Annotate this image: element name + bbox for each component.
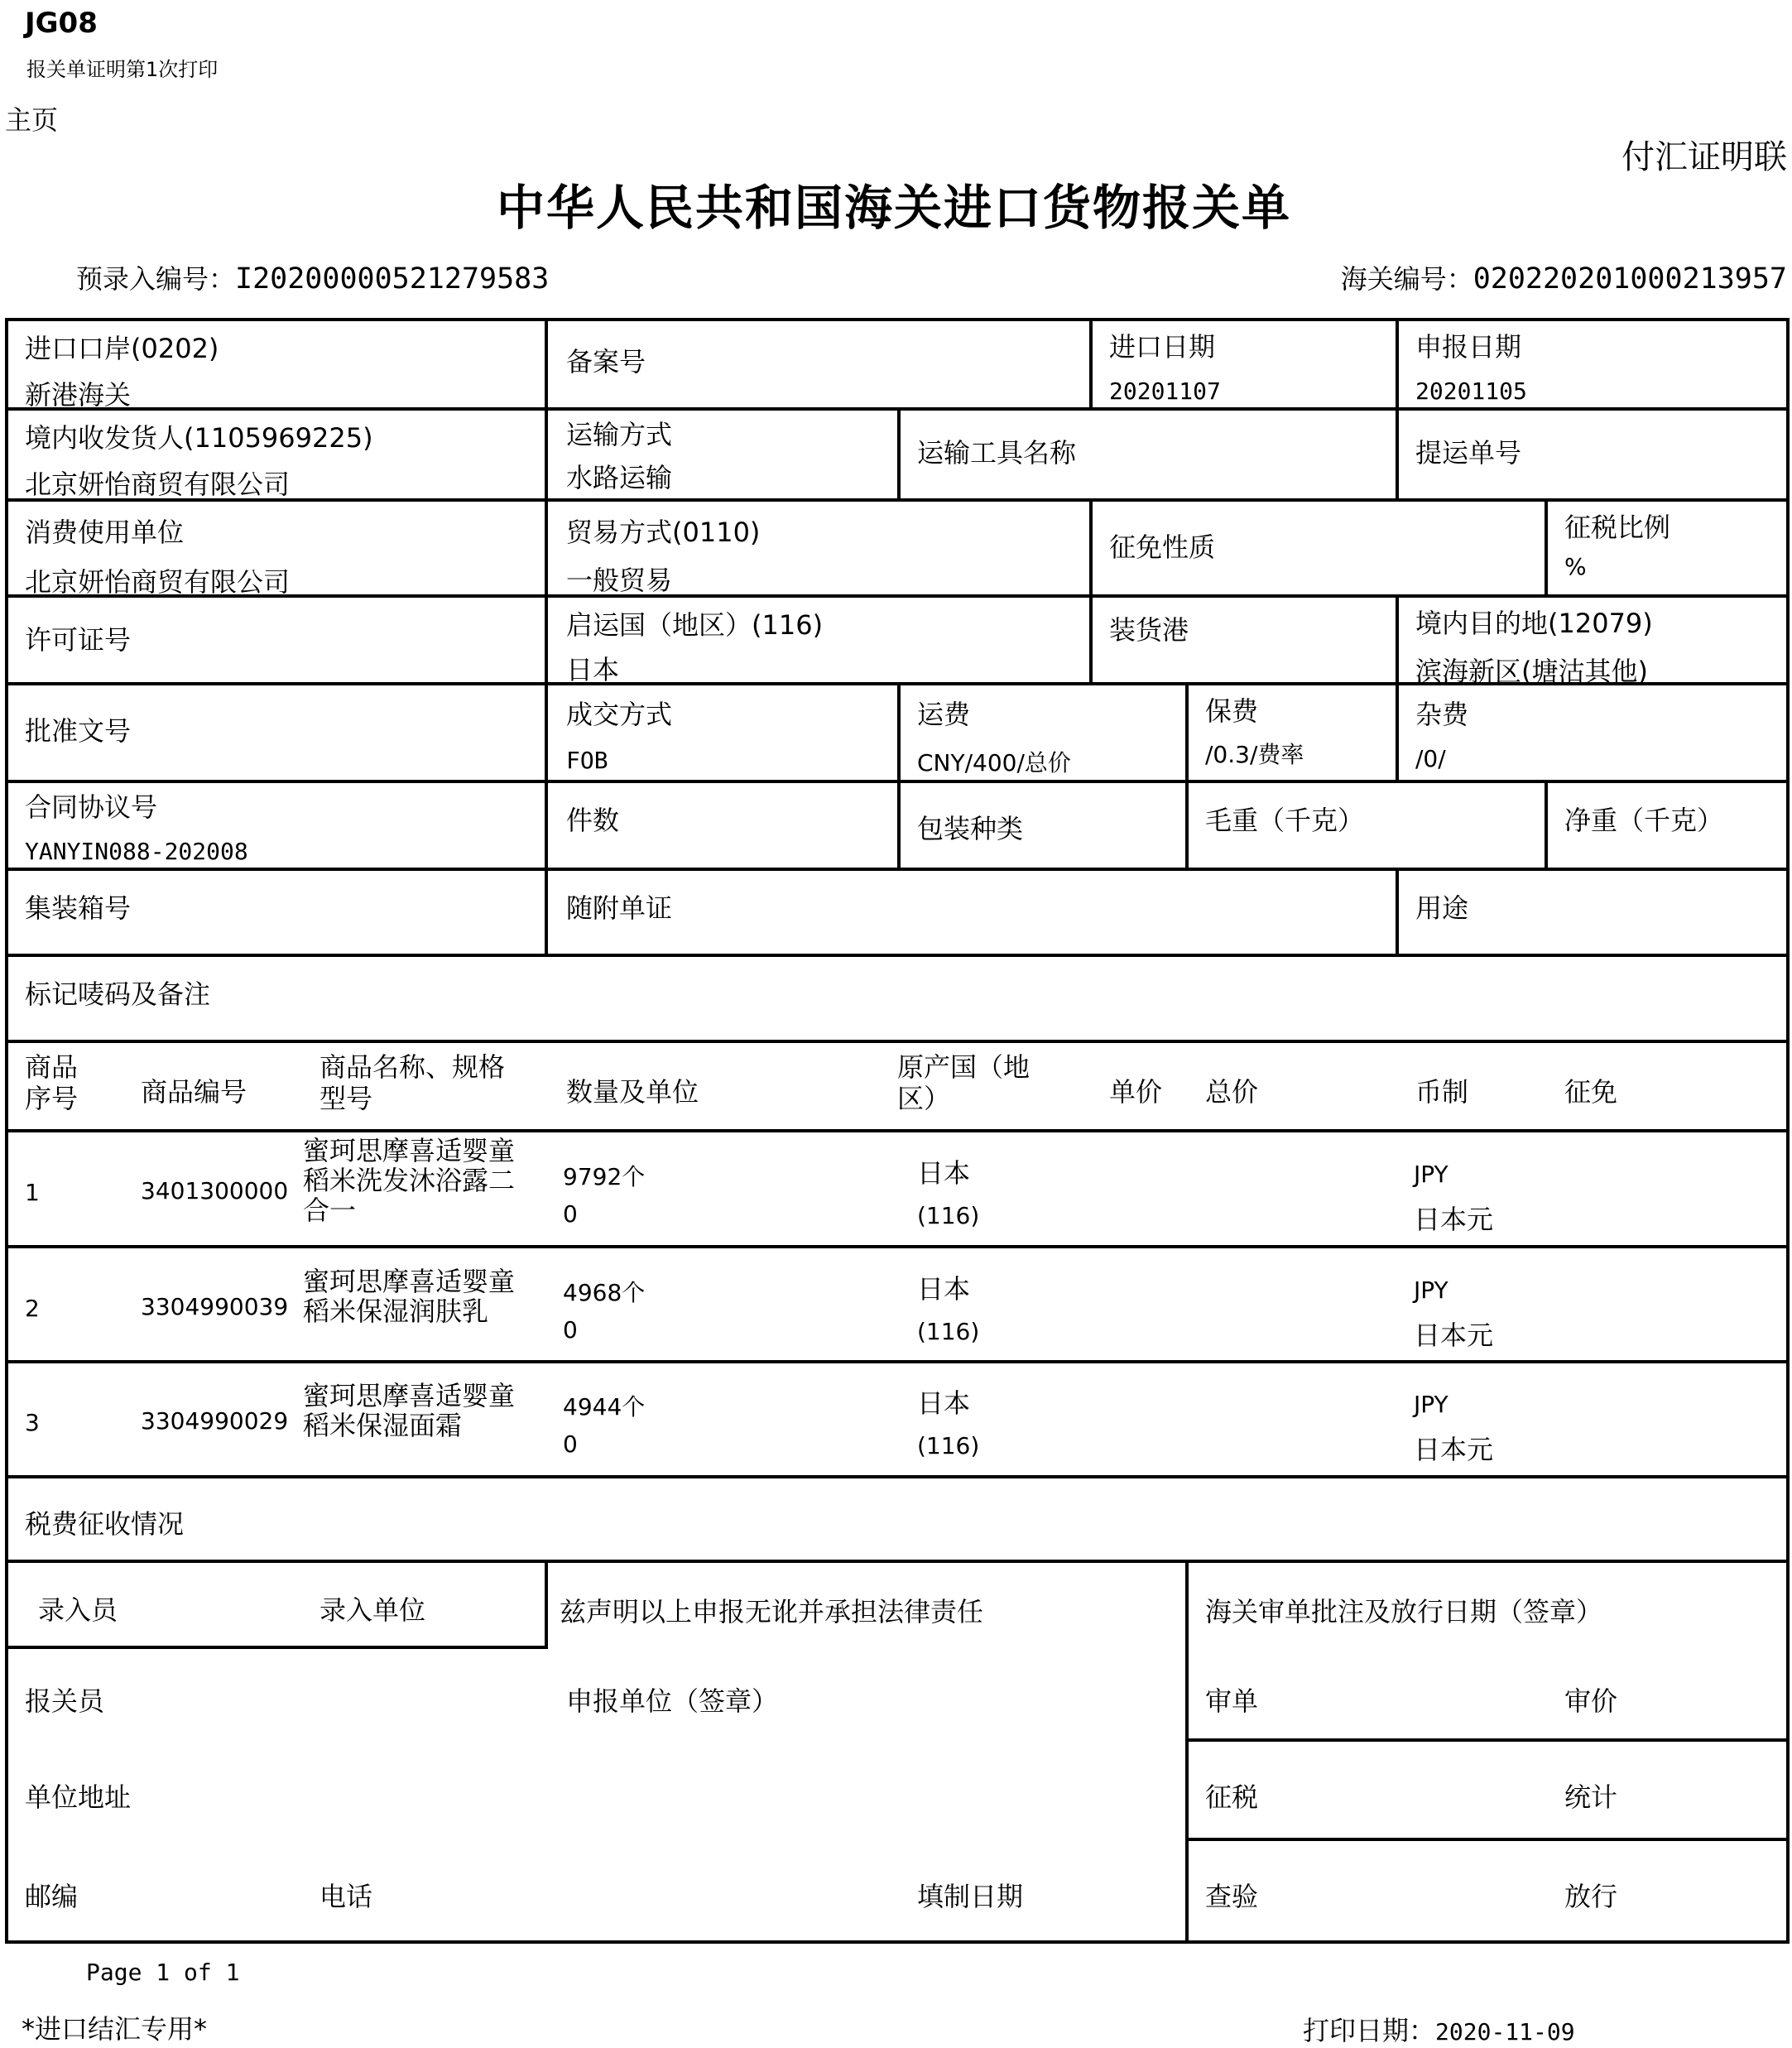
customs-no-label: 海关编号： [1340, 263, 1473, 295]
destination-value: 滨海新区(塘沽其他) [1415, 656, 1648, 687]
trade-mode-label: 贸易方式(0110) [566, 517, 761, 548]
docs-label: 随附单证 [566, 892, 673, 924]
entry-unit-label: 录入单位 [319, 1594, 426, 1626]
freight-value: CNY/400/总价 [917, 749, 1071, 776]
goods-name: 蜜珂思摩喜适婴童稻米保湿面霜 [303, 1380, 516, 1441]
license-label: 许可证号 [25, 624, 132, 656]
review-label: 审单 [1205, 1685, 1259, 1717]
bill-no-label: 提运单号 [1415, 437, 1522, 469]
approval-label: 批准文号 [25, 715, 132, 747]
origin-country-label: 启运国（地区）(116) [566, 609, 824, 641]
insurance-label: 保费 [1205, 695, 1259, 727]
goods-seq: 2 [25, 1295, 40, 1322]
goods-header-total: 总价 [1205, 1076, 1259, 1108]
misc-value: /0/ [1415, 745, 1446, 772]
pre-entry-number [76, 258, 549, 296]
print-date-value: 2020-11-09 [1435, 2018, 1575, 2046]
goods-name: 蜜珂思摩喜适婴童稻米洗发沐浴露二合一 [303, 1135, 516, 1226]
deal-mode-value: FOB [566, 747, 608, 774]
insurance-value: /0.3/费率 [1205, 741, 1304, 768]
goods-header-name: 商品名称、规格型号 [319, 1051, 506, 1114]
page-title: 中华人民共和国海关进口货物报关单 [497, 180, 1292, 236]
goods-origin-code: (116) [917, 1432, 980, 1459]
marks-label: 标记唛码及备注 [25, 978, 211, 1010]
goods-code: 3304990039 [141, 1293, 289, 1320]
entry-clerk-label: 录入员 [38, 1594, 118, 1626]
consumer-value: 北京妍怡商贸有限公司 [25, 566, 291, 598]
transport-mode-label: 运输方式 [566, 419, 673, 450]
pre-entry-value: I20200000521279583 [235, 262, 550, 296]
inspect-label: 查验 [1205, 1881, 1259, 1912]
goods-seq: 1 [25, 1179, 40, 1206]
page-number: Page 1 of 1 [86, 1959, 240, 1986]
goods-qty: 9792个 [563, 1163, 646, 1190]
gross-weight-label: 毛重（千克） [1205, 805, 1365, 836]
goods-code: 3304990029 [141, 1407, 289, 1435]
trade-mode-value: 一般贸易 [566, 565, 673, 596]
goods-origin: 日本 [917, 1273, 971, 1305]
goods-header-qty: 数量及单位 [566, 1076, 699, 1108]
goods-currency-code: JPY [1414, 1276, 1448, 1304]
customs-approval-label: 海关审单批注及放行日期（签章） [1205, 1596, 1603, 1627]
deal-mode-label: 成交方式 [566, 699, 673, 730]
import-port-label: 进口口岸(0202) [25, 333, 219, 364]
copy-type: 付汇证明联 [1621, 138, 1787, 176]
consumer-label: 消费使用单位 [25, 517, 185, 548]
usage-label: 用途 [1415, 892, 1469, 924]
goods-origin-code: (116) [917, 1318, 980, 1345]
net-weight-label: 净重（千克） [1564, 805, 1724, 836]
consignee-value: 北京妍怡商贸有限公司 [25, 469, 291, 500]
pieces-label: 件数 [566, 805, 620, 836]
levy-nature-label: 征免性质 [1109, 531, 1216, 563]
release-label: 放行 [1564, 1881, 1618, 1912]
goods-header-currency: 币制 [1415, 1076, 1469, 1108]
goods-origin-code: (116) [917, 1202, 980, 1229]
container-label: 集装箱号 [25, 892, 132, 924]
goods-qty-second: 0 [563, 1200, 578, 1228]
goods-code: 3401300000 [141, 1177, 289, 1204]
loading-port-label: 装货港 [1109, 614, 1189, 646]
goods-currency-code: JPY [1414, 1161, 1448, 1188]
goods-name: 蜜珂思摩喜适婴童稻米保湿润肤乳 [303, 1266, 516, 1327]
goods-currency-name: 日本元 [1414, 1320, 1494, 1351]
goods-seq: 3 [25, 1409, 40, 1436]
declare-unit-label: 申报单位（签章） [566, 1685, 779, 1717]
origin-country-value: 日本 [566, 654, 620, 685]
contract-label: 合同协议号 [25, 791, 158, 823]
special-note: *进口结汇专用* [22, 2013, 208, 2045]
goods-header-seq: 商品序号 [25, 1051, 79, 1114]
goods-header-code: 商品编号 [141, 1076, 247, 1108]
goods-header-exempt: 征免 [1564, 1076, 1618, 1108]
home-link[interactable]: 主页 [5, 104, 59, 136]
misc-label: 杂费 [1415, 699, 1469, 730]
statistics-label: 统计 [1564, 1781, 1618, 1813]
form-code: JG08 [25, 7, 98, 40]
contract-value: YANYIN088-202008 [25, 838, 248, 865]
tax-ratio-value: % [1564, 553, 1587, 580]
goods-currency-name: 日本元 [1414, 1204, 1494, 1235]
import-port-value: 新港海关 [25, 379, 132, 411]
zip-label: 邮编 [25, 1881, 79, 1912]
destination-label: 境内目的地(12079) [1415, 608, 1653, 639]
freight-label: 运费 [917, 699, 971, 730]
print-date [1303, 2010, 1575, 2048]
import-date-label: 进口日期 [1109, 331, 1216, 363]
tax-status-label: 税费征收情况 [25, 1508, 185, 1540]
goods-origin: 日本 [917, 1387, 971, 1419]
declare-date-label: 申报日期 [1415, 331, 1522, 363]
goods-header-origin: 原产国（地区） [897, 1051, 1031, 1114]
record-no-label: 备案号 [566, 346, 646, 377]
pre-entry-label: 预录入编号： [76, 263, 236, 295]
tax-ratio-label: 征税比例 [1564, 512, 1671, 543]
declare-date-value: 20201105 [1415, 377, 1527, 405]
goods-currency-code: JPY [1414, 1391, 1448, 1418]
declaration-text: 兹声明以上申报无讹并承担法律责任 [560, 1596, 984, 1627]
goods-qty-second: 0 [563, 1316, 578, 1344]
vehicle-label: 运输工具名称 [917, 437, 1077, 469]
import-date-value: 20201107 [1109, 377, 1221, 405]
print-note: 报关单证明第1次打印 [26, 58, 219, 81]
address-label: 单位地址 [25, 1781, 132, 1813]
broker-label: 报关员 [25, 1685, 105, 1717]
print-date-label: 打印日期： [1303, 2015, 1436, 2046]
pricing-label: 审价 [1564, 1685, 1618, 1717]
goods-qty-second: 0 [563, 1430, 578, 1458]
goods-currency-name: 日本元 [1414, 1434, 1494, 1465]
goods-qty: 4968个 [563, 1279, 646, 1306]
package-label: 包装种类 [917, 813, 1024, 844]
fill-date-label: 填制日期 [917, 1881, 1024, 1912]
levy-label: 征税 [1205, 1781, 1259, 1813]
customs-no-value: 020220201000213957 [1473, 262, 1787, 296]
transport-mode-value: 水路运输 [566, 462, 673, 493]
goods-origin: 日本 [917, 1157, 971, 1189]
goods-qty: 4944个 [563, 1393, 646, 1421]
customs-number [1341, 258, 1787, 296]
phone-label: 电话 [319, 1881, 373, 1912]
consignee-label: 境内收发货人(1105969225) [25, 422, 373, 454]
goods-header-price: 单价 [1109, 1076, 1163, 1108]
